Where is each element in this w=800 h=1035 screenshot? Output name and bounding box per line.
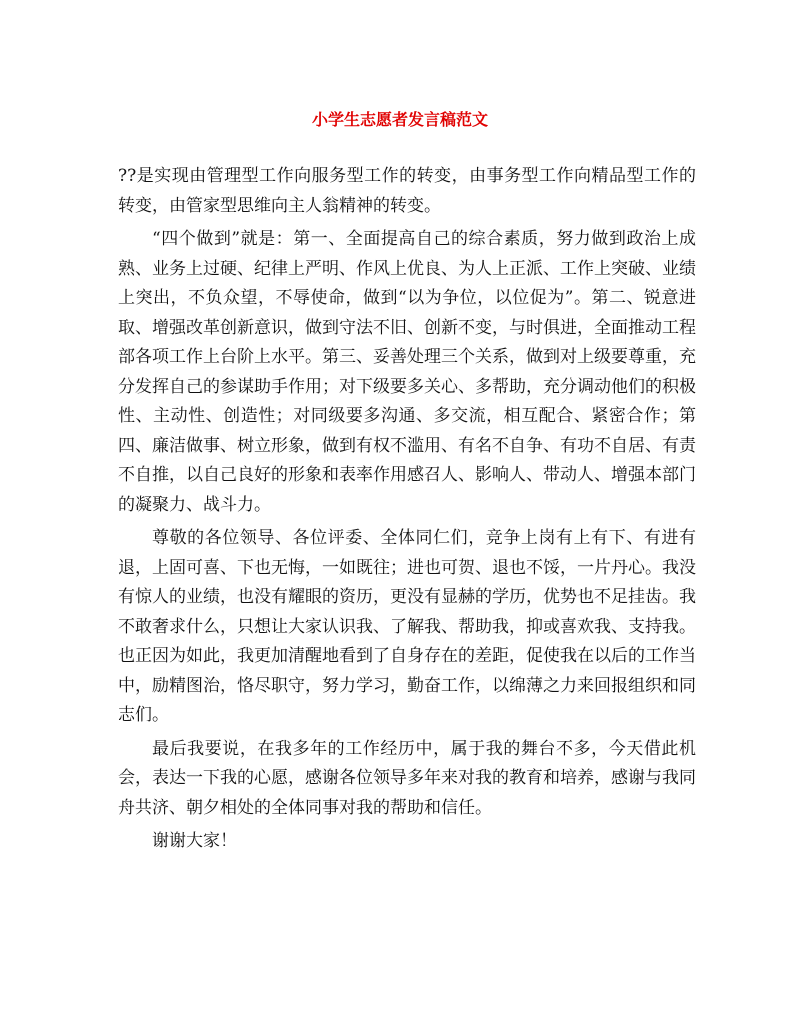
paragraph-4: 最后我要说，在我多年的工作经历中，属于我的舞台不多，今天借此机会，表达一下我的心愿，感谢各位领导多年来对我的教育和培养，感谢与我同舟共济、朝夕相处的全体同事对我的帮助和信任。	[118, 738, 696, 818]
paragraph-2: “四个做到”就是：第一、全面提高自己的综合素质，努力做到政治上成熟、业务上过硬、纪律上严明、作风上优良、为人上正派、工作上突破、业绩上突出，不负众望，不辱使命，做到“以为争位，以位促为”。第二、锐意进取、增强改革创新意识，做到守法不旧、创新不变，与时俱进，全面推动工程部各项工作上台阶上水平。第三、妥善处理三个关系，做到对上级要尊重，充分发挥自己的参谋助手作用；对下级要多关心、多帮助，充分调动他们的积极性、主动性、创造性；对同级要多沟通、多交流，相互配合、紧密合作；第四、廉洁做事、树立形象，做到有权不滥用、有名不自争、有功不自居、有责不自推，以自己良好的形象和表率作用感召人、影响人、带动人、增强本部门的凝聚力、战斗力。	[118, 229, 696, 515]
closing-line: 谢谢大家！	[152, 831, 237, 851]
document-body	[118, 162, 696, 861]
paragraph-3: 尊敬的各位领导、各位评委、全体同仁们，竞争上岗有上有下、有进有退，上固可喜、下也无悔，一如既往；进也可贺、退也不馁，一片丹心。我没有惊人的业绩，也没有耀眼的资历，更没有显赫的学历，优势也不足挂齿。我不敢奢求什么，只想让大家认识我、了解我、帮助我，抑或喜欢我、支持我。也正因为如此，我更加清醒地看到了自身存在的差距，促使我在以后的工作当中，励精图治，恪尽职守，努力学习，勤奋工作，以绵薄之力来回报组织和同志们。	[118, 528, 696, 725]
page-title: 小学生志愿者发言稿范文	[311, 110, 488, 129]
paragraph-1: ??是实现由管理型工作向服务型工作的转变，由事务型工作向精品型工作的转变，由管家型思维向主人翁精神的转变。	[118, 166, 696, 216]
